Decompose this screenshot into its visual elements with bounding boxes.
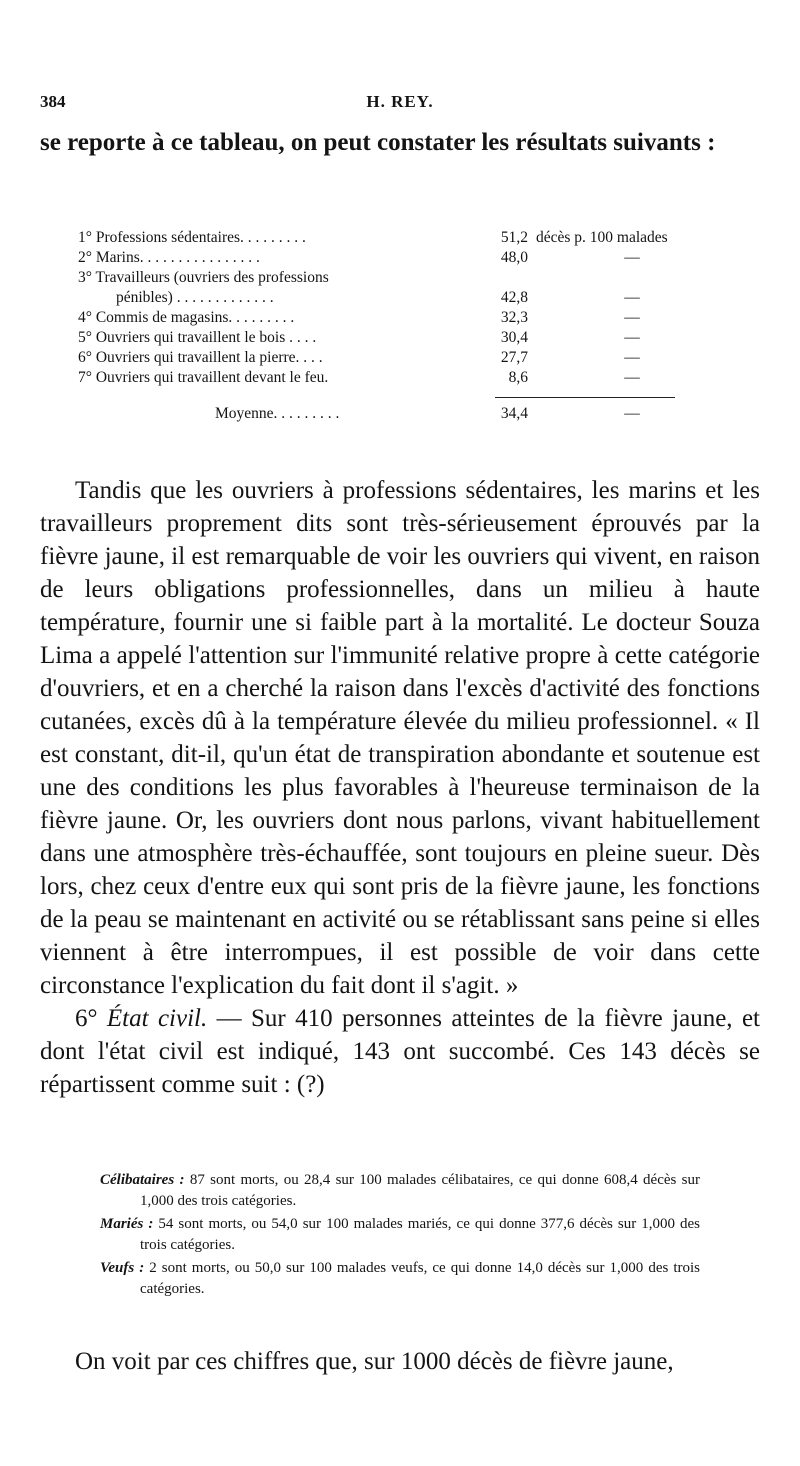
note-item	[100, 1214, 700, 1256]
note-term: Célibataires :	[100, 1172, 185, 1188]
note-term: Mariés :	[100, 1216, 154, 1232]
note-item	[100, 1258, 700, 1300]
section-number: 6°	[75, 1005, 98, 1032]
note-text: 54 sont morts, ou 54,0 sur 100 malades mariés, ce qui donne 377,6 décès sur 1,000 des trois catégories.	[140, 1216, 700, 1253]
paragraph-2	[40, 1002, 760, 1101]
row-dash: —	[624, 329, 640, 346]
body-text	[40, 474, 760, 1101]
row-value: 51,2	[500, 229, 528, 246]
average-dash: —	[624, 405, 640, 422]
row-label: 1° Professions sédentaires. . . . . . . . .	[78, 229, 306, 246]
row-dash: —	[624, 349, 640, 366]
table-average-row	[40, 404, 760, 424]
note-term: Veufs :	[100, 1260, 145, 1276]
average-value: 34,4	[500, 405, 528, 422]
row-dash: —	[624, 369, 640, 386]
row-label: 5° Ouvriers qui travaillent le bois . . . .	[78, 329, 317, 346]
average-label: Moyenne. . . . . . . . .	[215, 405, 340, 422]
row-label: 4° Commis de magasins. . . . . . . . .	[78, 309, 295, 326]
note-text: 87 sont morts, ou 28,4 sur 100 malades célibataires, ce qui donne 608,4 décès sur 1,000 des trois catégories.	[140, 1172, 700, 1209]
note-item	[100, 1170, 700, 1212]
row-label: 6° Ouvriers qui travaillent la pierre. . . .	[78, 349, 323, 366]
row-value: 48,0	[500, 249, 528, 266]
page-number: 384	[40, 92, 66, 111]
table-row	[40, 248, 760, 268]
row-value: 8,6	[508, 369, 528, 386]
row-dash: —	[624, 289, 640, 306]
civil-status-notes	[100, 1170, 700, 1302]
paragraph-1: Tandis que les ouvriers à professions sédentaires, les marins et les travailleurs proprement dits sont très-sérieusement éprouvés par la fièvre jaune, il est remarquable de voir les ouvriers qui vivent, en raison de leurs obligations professionnelles, dans un milieu à haute température, fournir une si faible part à la mortalité. Le docteur Souza Lima a appelé l'attention sur l'immunité relative propre à cette catégorie d'ouvriers, et en a cherché la raison dans l'excès d'activité des fonctions cutanées, excès dû à la température élevée du milieu professionnel. « Il est constant, dit-il, qu'un état de transpiration abondante et soutenue est une des conditions les plus favorables à l'heureuse terminaison de la fièvre jaune. Or, les ouvriers dont nous parlons, vivant habituellement dans une atmosphère très-échauffée, sont toujours en pleine sueur. Dès lors, chez ceux d'entre eux qui sont pris de la fièvre jaune, les fonctions de la peau se maintenant en activité ou se rétablissant sans peine si elles viennent à être interrompues, il est possible de voir dans cette circonstance l'explication du fait dont il s'agit. »	[40, 477, 760, 999]
row-dash: —	[624, 249, 640, 266]
table-row	[40, 328, 760, 348]
row-value: 30,4	[500, 329, 528, 346]
closing-text	[40, 1345, 760, 1378]
running-header	[40, 92, 760, 122]
table-row	[40, 268, 760, 308]
table-row	[40, 348, 760, 368]
table-row	[40, 228, 760, 248]
row-label-line: pénibles) . . . . . . . . . . . . .	[116, 289, 274, 306]
table-row	[40, 308, 760, 328]
table-rule	[40, 388, 760, 404]
row-dash: —	[624, 309, 640, 326]
row-value: 27,7	[500, 349, 528, 366]
mortality-table	[40, 228, 760, 424]
row-value: 42,8	[500, 289, 528, 306]
closing-line: On voit par ces chiffres que, sur 1000 décès de fièvre jaune,	[75, 1348, 674, 1375]
row-label: 2° Marins. . . . . . . . . . . . . . . .	[78, 249, 260, 266]
table-row	[40, 368, 760, 388]
section-heading: État civil.	[106, 1005, 208, 1032]
lead-text: se reporte à ce tableau, on peut constater les résultats suivants :	[40, 129, 716, 156]
row-unit: décès p. 100 malades	[536, 229, 668, 246]
paragraph-2-text: — Sur 410 personnes atteintes de la fièvre jaune, et dont l'état civil est indiqué, 143 ont succombé. Ces 143 décès se répartissent comme suit : (?)	[40, 1005, 760, 1098]
row-value: 32,3	[500, 309, 528, 326]
note-text: 2 sont morts, ou 50,0 sur 100 malades veufs, ce qui donne 14,0 décès sur 1,000 des trois catégories.	[140, 1260, 701, 1297]
running-title: H. REY.	[366, 92, 434, 111]
row-label: 7° Ouvriers qui travaillent devant le feu.	[78, 369, 329, 386]
row-label	[78, 268, 498, 308]
row-label-line: 3° Travailleurs (ouvriers des professions	[78, 269, 329, 286]
